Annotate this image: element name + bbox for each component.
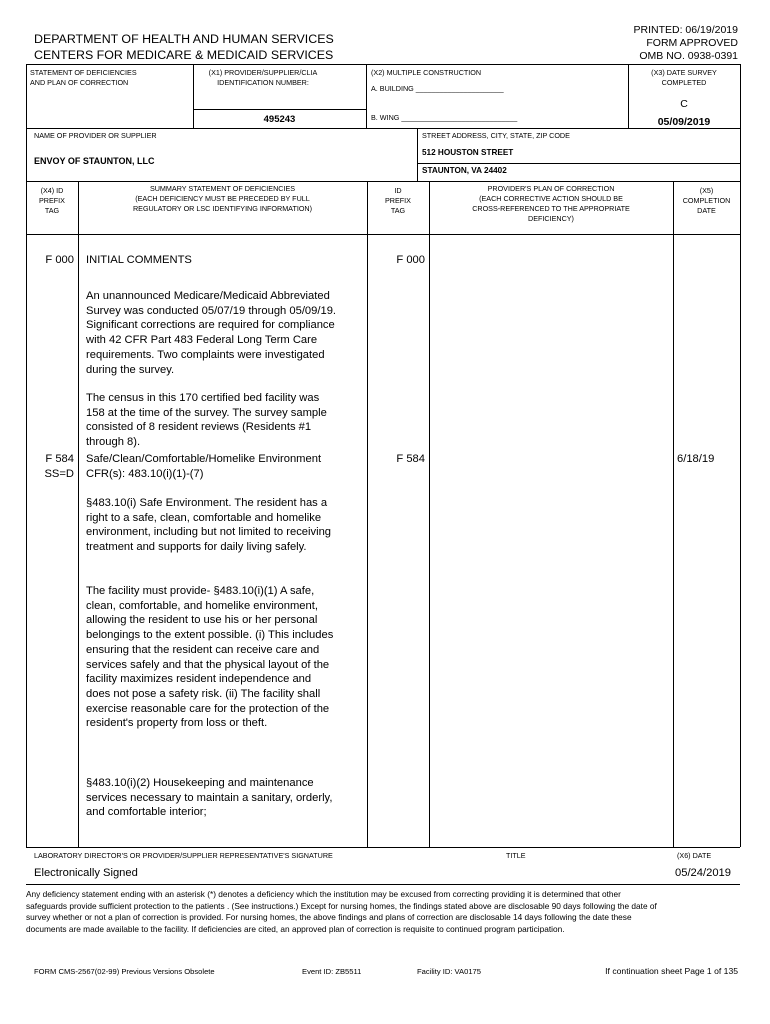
facility-id: Facility ID: VA0175 [417, 967, 482, 976]
survey-completed-date: 05/09/2019 [657, 116, 711, 128]
signature-divider [26, 884, 740, 885]
id-prefix-header: ID PREFIX TAG [385, 186, 411, 215]
provider-id-number: 495243 [263, 114, 296, 125]
signature-value: Electronically Signed [34, 867, 138, 879]
wing-field: B. WING _____________________________ [371, 113, 518, 122]
facility-must-provide-paragraph: The facility must provide- §483.10(i)(1) A safe, clean, comfortable, and homelike environment, allowing the resident to use his or her personal belongings to the extent possible. (i) This includes ensuring that the resident can receive care and services safely and that the physical layout of the facility maximizes resident independence and does not pose a safety risk. (ii) The facility shall exercise reasonable care for the protection of the resident's property from loss or theft. [86, 585, 334, 730]
department-title: DEPARTMENT OF HEALTH AND HUMAN SERVICES [34, 32, 334, 46]
f584-title: Safe/Clean/Comfortable/Homelike Environment [86, 453, 322, 465]
page-indicator: If continuation sheet Page 1 of 135 [605, 966, 738, 976]
survey-intro-paragraph: An unannounced Medicare/Medicaid Abbreviated Survey was conducted 05/07/19 through 05/09/19. Significant corrections are required for compliance with 42 CFR Part 483 Federal Long Term Care requirements. Two complaints were investigated during the survey. [86, 290, 337, 376]
x3-label: (X3) DATE SURVEY COMPLETED [651, 68, 717, 87]
statement-label: STATEMENT OF DEFICIENCIES AND PLAN OF CORRECTION [30, 68, 137, 87]
form-approved: FORM APPROVED [646, 37, 738, 49]
disclosure-footnote: Any deficiency statement ending with an asterisk (*) denotes a deficiency which the institution may be excused from correcting providing it is determined that other safeguards provide sufficient protection to the patients . (See instructions.) Except for nursing homes, the findings stated above are disclosable 90 days following the date of survey whether or not a plan of correction is provided. For nursing homes, the above findings and plans of correction are disclosable 14 days following the date these documents are made available to the facility. If deficiencies are cited, an approved plan of correction is requisite to continued program participation. [26, 889, 657, 934]
x4-prefix-header: (X4) ID PREFIX TAG [39, 186, 65, 215]
form-number: FORM CMS-2567(02-99) Previous Versions Obsolete [34, 967, 215, 976]
printed-date: PRINTED: 06/19/2019 [633, 24, 738, 36]
safe-environment-paragraph: §483.10(i) Safe Environment. The resident has a right to a safe, clean, comfortable and homelike environment, including but not limited to receiving treatment and supports for daily living safely. [86, 497, 332, 554]
x2-label: (X2) MULTIPLE CONSTRUCTION [371, 68, 482, 77]
x6-date-label: (X6) DATE [677, 851, 712, 860]
census-paragraph: The census in this 170 certified bed facility was 158 at the time of the survey. The survey sample consisted of 8 resident reviews (Residents #1 through 8). [86, 392, 327, 449]
provider-name-label: NAME OF PROVIDER OR SUPPLIER [34, 131, 157, 140]
f584-scope-severity: SS=D [44, 468, 74, 480]
title-label: TITLE [506, 851, 526, 860]
f000-id-tag: F 000 [396, 254, 425, 266]
f584-prefix-tag: F 584 [45, 453, 74, 465]
f584-cfr: CFR(s): 483.10(i)(1)-(7) [86, 468, 204, 480]
centers-title: CENTERS FOR MEDICARE & MEDICAID SERVICES [34, 48, 334, 62]
provider-name: ENVOY OF STAUNTON, LLC [34, 156, 155, 166]
x1-label: (X1) PROVIDER/SUPPLIER/CLIA IDENTIFICATION NUMBER: [208, 68, 318, 87]
event-id: Event ID: ZB5511 [302, 967, 362, 976]
completion-date-header: (X5) COMPLETION DATE [682, 186, 731, 215]
f000-prefix-tag: F 000 [45, 254, 74, 266]
plan-of-correction-header: PROVIDER'S PLAN OF CORRECTION (EACH CORRECTIVE ACTION SHOULD BE CROSS-REFERENCED TO THE APPROPRIATE DEFICIENCY) [472, 184, 630, 223]
f584-id-tag: F 584 [396, 453, 425, 465]
survey-code: C [680, 98, 688, 110]
omb-number: OMB NO. 0938-0391 [639, 50, 738, 62]
f584-completion-date: 6/18/19 [677, 453, 715, 465]
signature-label: LABORATORY DIRECTOR'S OR PROVIDER/SUPPLIER REPRESENTATIVE'S SIGNATURE [34, 851, 333, 860]
building-field: A. BUILDING ______________________ [371, 84, 504, 93]
housekeeping-paragraph: §483.10(i)(2) Housekeeping and maintenance services necessary to maintain a sanitary, orderly, and comfortable interior; [86, 777, 333, 819]
address-label: STREET ADDRESS, CITY, STATE, ZIP CODE [422, 131, 570, 140]
summary-header: SUMMARY STATEMENT OF DEFICIENCIES (EACH DEFICIENCY MUST BE PRECEDED BY FULL REGULATORY OR LSC IDENTIFYING INFORMATION) [132, 184, 313, 213]
city-state-zip: STAUNTON, VA 24402 [422, 166, 507, 175]
f000-title: INITIAL COMMENTS [86, 254, 192, 266]
signature-date: 05/24/2019 [675, 867, 731, 879]
street-address: 512 HOUSTON STREET [422, 148, 514, 157]
